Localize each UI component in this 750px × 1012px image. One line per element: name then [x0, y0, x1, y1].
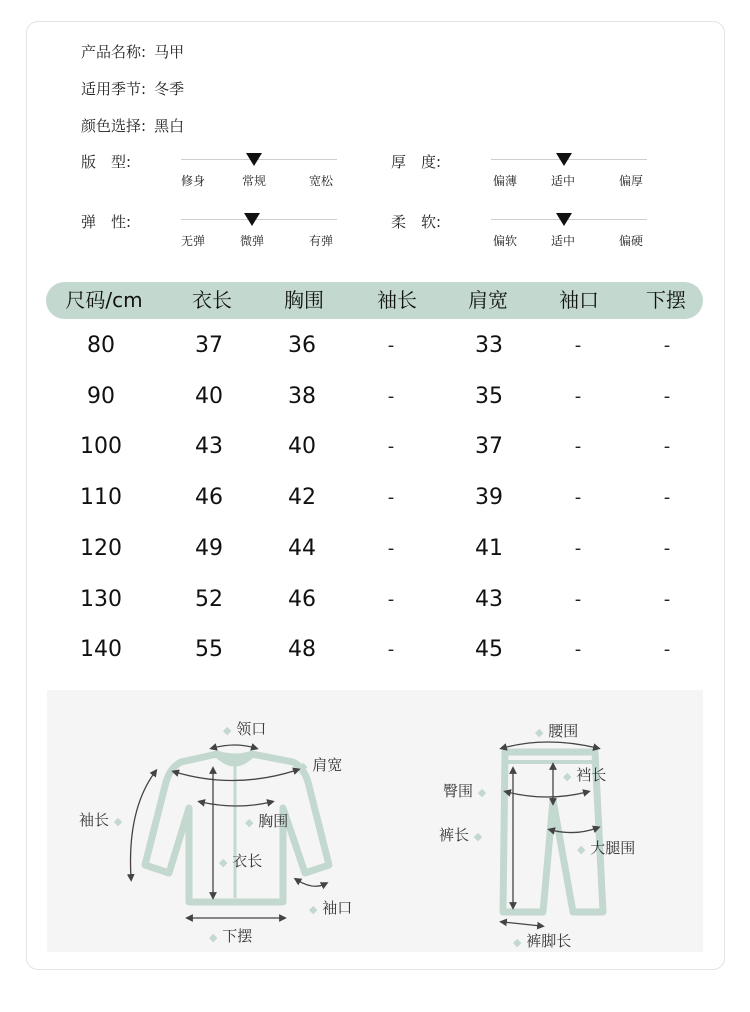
cell-shoulder: 43	[475, 586, 503, 612]
cell-hem: -	[663, 537, 671, 559]
softness-slider	[491, 219, 647, 259]
diamond-icon: ◆	[209, 931, 218, 944]
cell-cuff: -	[574, 487, 582, 509]
diamond-icon: ◆	[477, 786, 487, 799]
color-row	[81, 115, 184, 136]
header-sleeve: 袖长	[377, 288, 417, 312]
diamond-icon: ◆	[223, 724, 232, 737]
cell-shoulder: 41	[475, 535, 503, 561]
cell-shoulder: 37	[475, 434, 503, 460]
garment-illustration	[47, 690, 703, 952]
cell-cuff: -	[574, 335, 582, 356]
cell-chest: 42	[288, 485, 316, 511]
header-chest: 胸围	[284, 288, 324, 312]
cell-hem: -	[663, 385, 671, 407]
cell-length: 49	[195, 535, 223, 561]
label-hem: ◆ 下摆	[209, 927, 253, 945]
cell-length: 55	[195, 637, 223, 663]
softness-tick-2: 适中	[551, 234, 576, 248]
label-cuff: ◆ 袖口	[309, 899, 353, 917]
diamond-icon: ◆	[577, 843, 586, 856]
diamond-icon: ◆	[113, 815, 123, 828]
label-leg-opening: ◆ 裤脚长	[513, 932, 572, 950]
diamond-icon: ◆	[245, 816, 254, 829]
fit-label: 版 型:	[81, 153, 132, 171]
product-name-label: 产品名称:	[81, 43, 147, 61]
header-hem: 下摆	[646, 288, 686, 312]
header-cuff: 袖口	[559, 288, 599, 312]
stretch-tick-1: 无弹	[181, 234, 206, 248]
label-collar: ◆ 领口	[223, 720, 267, 738]
thickness-slider	[491, 159, 647, 199]
cell-length: 40	[195, 383, 223, 409]
softness-tick-1: 偏软	[493, 234, 518, 248]
header-length: 衣长	[192, 288, 232, 312]
thickness-tick-1: 偏薄	[493, 174, 518, 188]
cell-cuff: -	[574, 639, 582, 661]
cell-size: 130	[80, 586, 122, 612]
label-length: ◆ 衣长	[219, 852, 263, 870]
cell-chest: 40	[288, 434, 316, 460]
cell-hem: -	[663, 335, 671, 356]
cell-chest: 48	[288, 637, 316, 663]
cell-size: 120	[80, 535, 122, 561]
fit-slider	[181, 159, 337, 199]
label-hip: 臀围 ◆	[443, 782, 487, 800]
cell-shoulder: 45	[475, 637, 503, 663]
header-size: 尺码/cm	[65, 288, 143, 312]
diamond-icon: ◆	[535, 726, 544, 739]
softness-marker-icon	[556, 213, 572, 226]
measurement-diagram	[47, 690, 703, 952]
cell-hem: -	[663, 639, 671, 661]
cell-cuff: -	[574, 436, 582, 458]
thickness-label: 厚 度:	[391, 153, 442, 171]
jacket-outline	[145, 754, 329, 902]
label-rise: ◆ 裆长	[563, 766, 607, 784]
fit-tick-3: 宽松	[309, 174, 334, 188]
diamond-icon: ◆	[219, 856, 228, 869]
cell-sleeve: -	[387, 639, 395, 661]
season-row	[81, 78, 184, 99]
header-shoulder: 肩宽	[468, 288, 508, 312]
cell-size: 100	[80, 434, 122, 460]
cell-chest: 46	[288, 586, 316, 612]
cell-size: 90	[87, 383, 115, 409]
thickness-tick-2: 适中	[551, 174, 576, 188]
label-thigh: ◆ 大腿围	[577, 839, 636, 857]
cell-chest: 36	[288, 333, 316, 358]
cell-length: 37	[195, 333, 223, 358]
cell-size: 140	[80, 637, 122, 663]
cell-sleeve: -	[387, 537, 395, 559]
thickness-tick-3: 偏厚	[619, 174, 644, 188]
cell-chest: 38	[288, 383, 316, 409]
cell-cuff: -	[574, 588, 582, 610]
diamond-icon: ◆	[473, 830, 483, 843]
fit-marker-icon	[246, 153, 262, 166]
product-name-row	[81, 41, 184, 62]
label-shoulder: ◆ 肩宽	[299, 756, 343, 774]
cell-hem: -	[663, 588, 671, 610]
label-pants-length: 裤长 ◆	[439, 826, 483, 844]
cell-hem: -	[663, 436, 671, 458]
size-table-header	[46, 282, 703, 319]
season-label: 适用季节:	[81, 80, 147, 98]
cell-sleeve: -	[387, 385, 395, 407]
cell-shoulder: 39	[475, 485, 503, 511]
cell-sleeve: -	[387, 436, 395, 458]
cell-sleeve: -	[387, 487, 395, 509]
cell-length: 46	[195, 485, 223, 511]
cell-size: 110	[80, 485, 122, 511]
softness-tick-3: 偏硬	[619, 234, 644, 248]
diamond-icon: ◆	[563, 770, 572, 783]
stretch-tick-2: 微弹	[240, 234, 265, 248]
stretch-tick-3: 有弹	[309, 234, 334, 248]
cell-cuff: -	[574, 537, 582, 559]
cell-sleeve: -	[387, 335, 395, 356]
diamond-icon: ◆	[513, 936, 522, 949]
color-value: 黑白	[154, 117, 185, 135]
cell-shoulder: 33	[475, 333, 503, 358]
label-chest: ◆ 胸围	[245, 812, 289, 830]
stretch-label: 弹 性:	[81, 213, 132, 231]
cell-length: 52	[195, 586, 223, 612]
cell-sleeve: -	[387, 588, 395, 610]
cell-size: 80	[87, 333, 115, 358]
softness-label: 柔 软:	[391, 213, 442, 231]
fit-tick-1: 修身	[181, 174, 206, 188]
season-value: 冬季	[154, 80, 185, 98]
cell-length: 43	[195, 434, 223, 460]
color-label: 颜色选择:	[81, 117, 147, 135]
stretch-marker-icon	[244, 213, 260, 226]
cell-hem: -	[663, 487, 671, 509]
product-name-value: 马甲	[154, 43, 185, 61]
stretch-slider	[181, 219, 337, 259]
diamond-icon: ◆	[299, 760, 308, 773]
fit-tick-2: 常规	[242, 174, 267, 188]
diamond-icon: ◆	[309, 903, 318, 916]
cell-shoulder: 35	[475, 383, 503, 409]
label-sleeve: 袖长 ◆	[79, 811, 123, 829]
cell-cuff: -	[574, 385, 582, 407]
cell-chest: 44	[288, 535, 316, 561]
label-waist: ◆ 腰围	[535, 722, 579, 740]
thickness-marker-icon	[556, 153, 572, 166]
